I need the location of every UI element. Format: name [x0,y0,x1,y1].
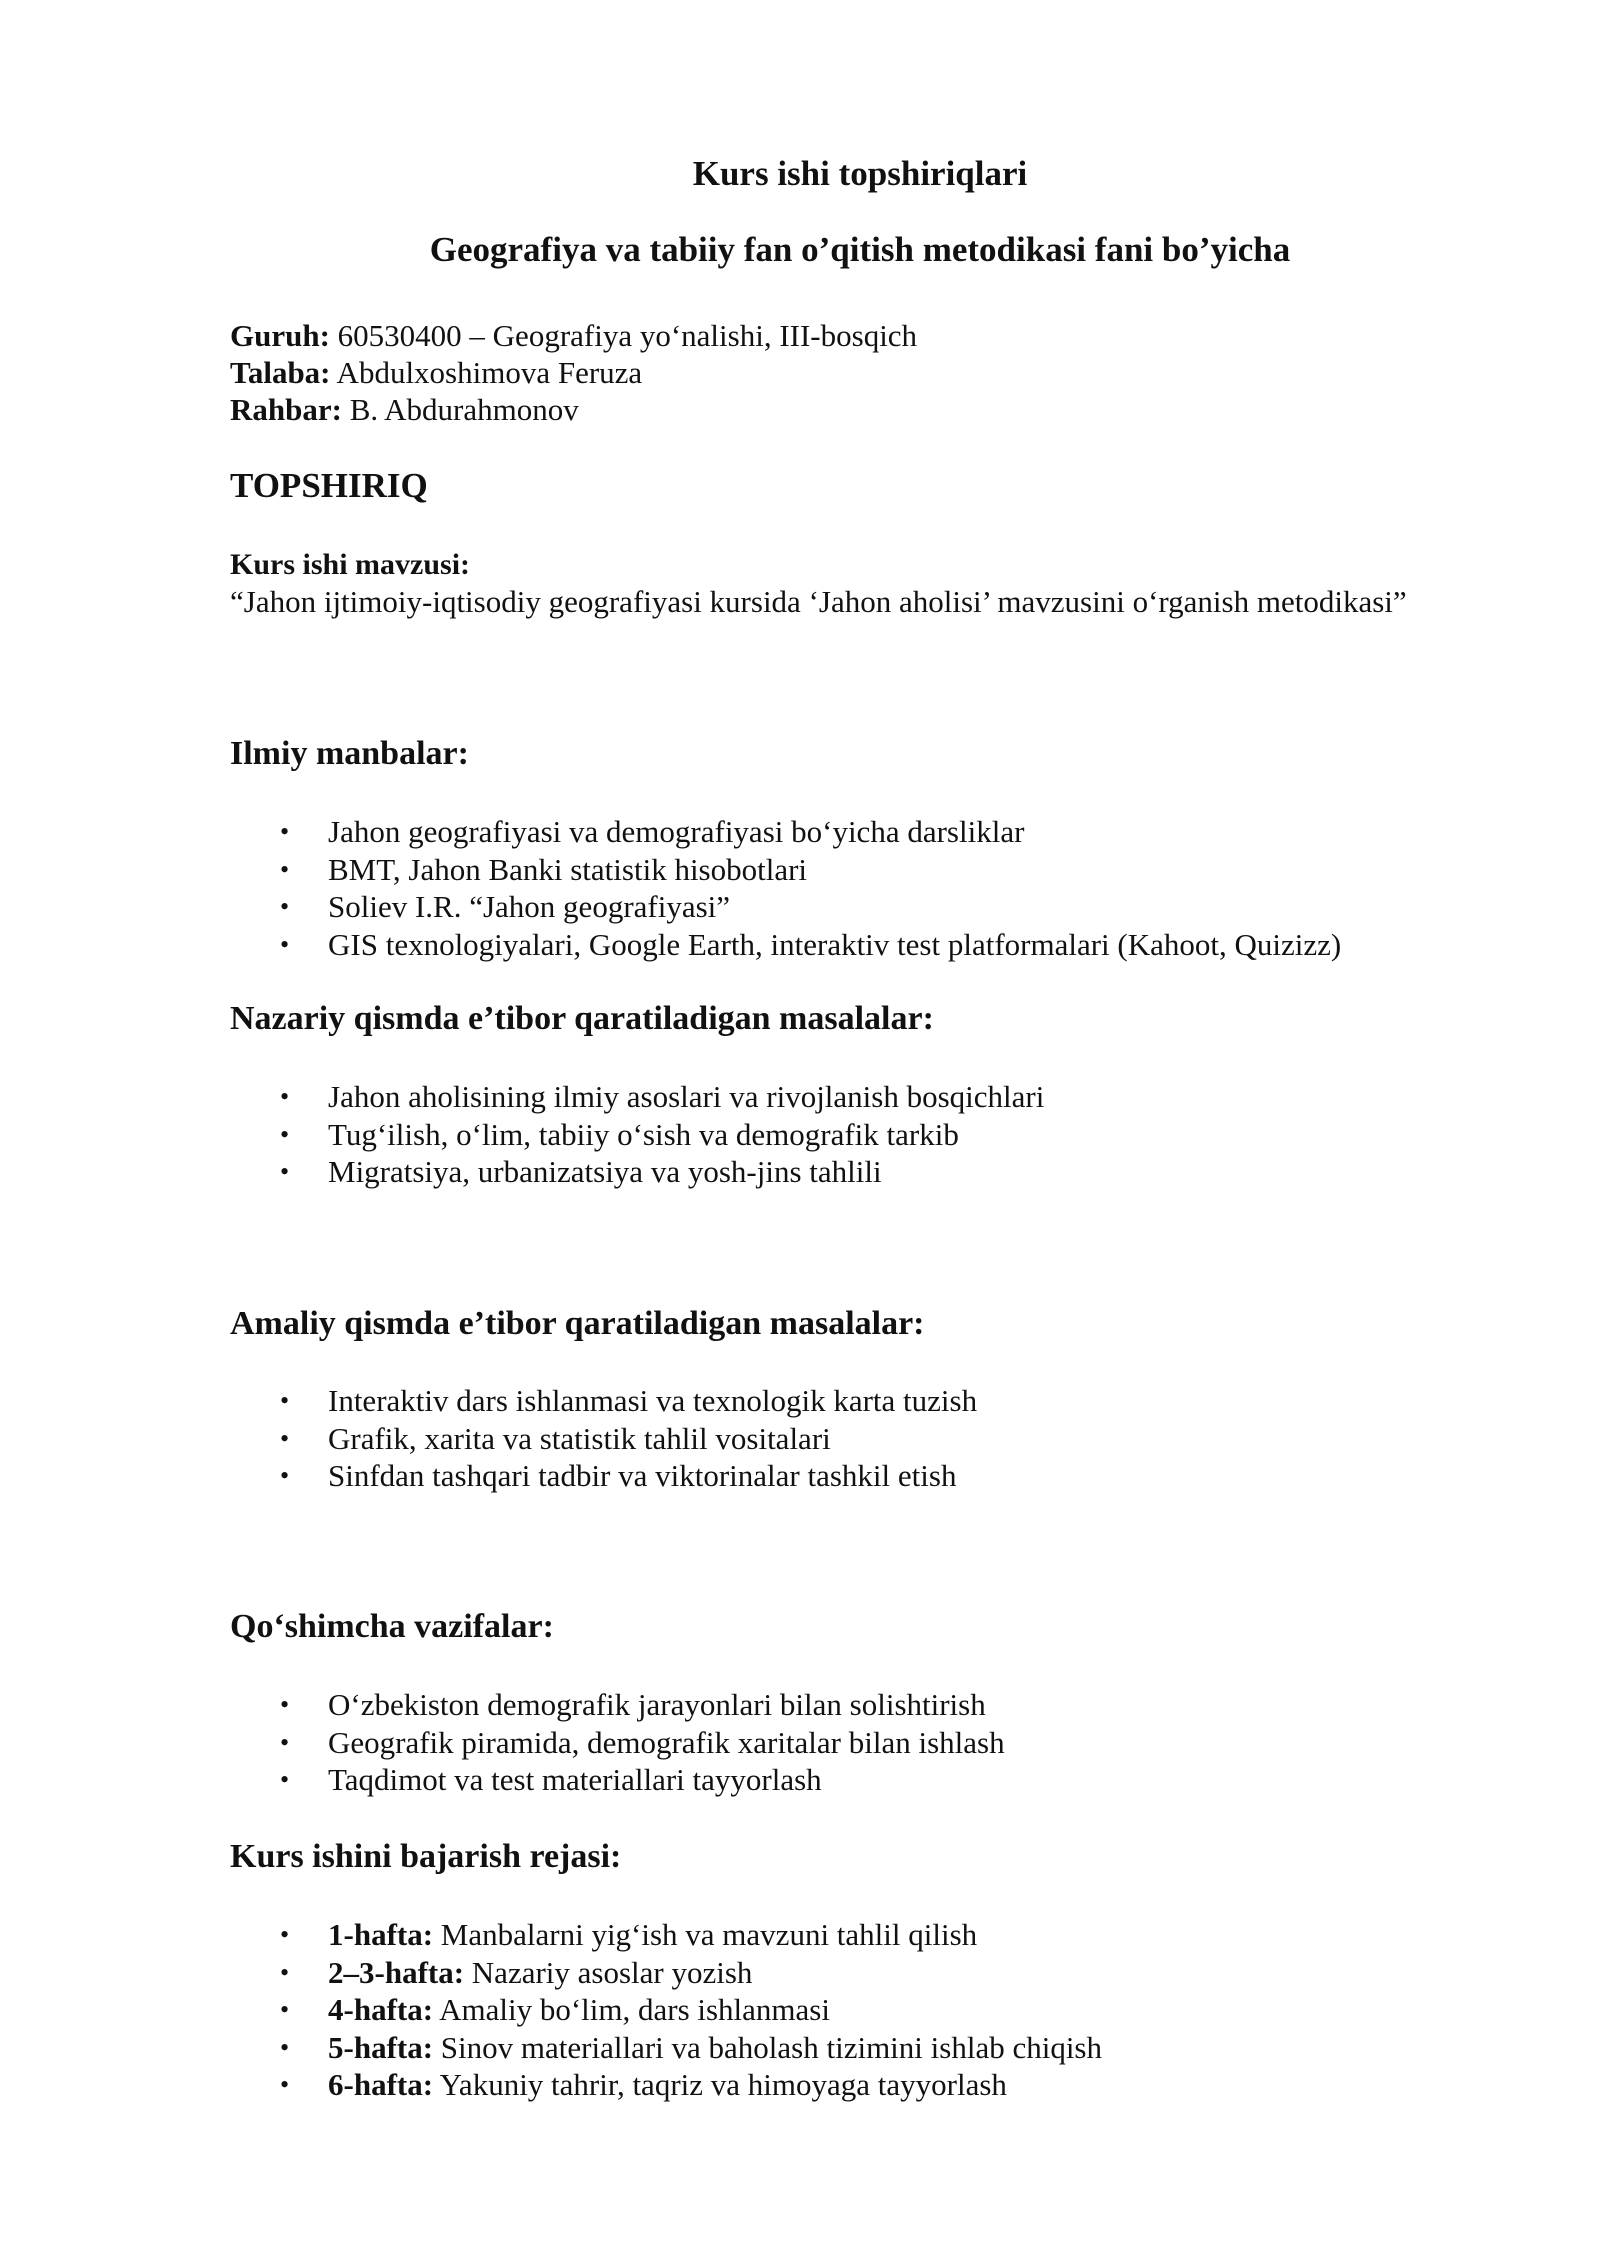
bullet-icon: • [280,929,290,959]
bullet-icon: • [280,2070,290,2099]
list-item: • Taqdimot va test materiallari tayyorlash [280,1762,822,1797]
plan-heading: Kurs ishini bajarish rejasi: [230,1838,622,1875]
list-item: • BMT, Jahon Banki statistik hisobotlari [280,851,808,887]
bullet-icon: • [280,1423,290,1453]
practice-heading: Amaliy qismda e’tibor qaratiladigan masalalar: [230,1305,925,1342]
bullet-icon: • [280,1119,290,1149]
theory-list [230,1078,1044,1191]
plan-week-label: 6-hafta: [328,2067,434,2102]
list-item: • Jahon geografiyasi va demografiyasi bo‘yicha darsliklar [280,814,1025,849]
list-item: • Sinfdan tashqari tadbir va viktorinalar tashkil etish [280,1458,957,1493]
plan-item [230,1954,1102,1992]
extra-list [230,1686,1005,1799]
student-value: Abdulxoshimova Feruza [330,355,643,390]
plan-week-text: Sinov materiallari va baholash tizimini ishlab chiqish [433,2029,1102,2065]
list-item: • O‘zbekiston demografik jarayonlari bilan solishtirish [280,1687,986,1722]
plan-list [230,1916,1102,2104]
list-item: • Jahon aholisining ilmiy asoslari va rivojlanish bosqichlari [280,1079,1045,1114]
supervisor-label: Rahbar: [230,392,342,427]
bullet-icon: • [280,817,290,846]
bullet-icon: • [280,1082,290,1111]
bullet-icon: • [280,2032,290,2062]
plan-week-text: Yakuniy tahrir, taqriz va himoyaga tayyorlash [433,2067,1007,2102]
plan-week-label: 4-hafta: [328,1992,434,2027]
list-item: • Migratsiya, urbanizatsiya va yosh-jins tahlili [280,1154,882,1189]
bullet-icon: • [280,1157,290,1186]
document-subtitle: Geografiya va tabiiy fan o’qitish metodikasi fani bo’yicha [429,230,1291,269]
plan-week-text: Manbalarni yig‘ish va mavzuni tahlil qilish [433,1917,978,1952]
supervisor-line [230,392,579,428]
student-label: Talaba: [230,355,331,390]
bullet-icon: • [280,892,290,921]
student-line [230,355,642,391]
theory-heading: Nazariy qismda e’tibor qaratiladigan masalalar: [230,1000,934,1037]
bullet-icon: • [280,1690,290,1719]
topic-label: Kurs ishi mavzusi: [230,548,471,581]
sources-heading: Ilmiy manbalar: [230,735,469,772]
topic-text: “Jahon ijtimoiy-iqtisodiy geografiyasi kursida ‘Jahon aholisi’ mavzusini o‘rganish metodikasi” [230,584,1407,619]
group-label: Guruh: [230,318,330,353]
list-item: • Geografik piramida, demografik xaritalar bilan ishlash [280,1724,1005,1760]
bullet-icon: • [280,854,290,884]
sources-list [230,813,1341,963]
list-item: • Soliev I.R. “Jahon geografiyasi” [280,889,731,924]
bullet-icon: • [280,1727,290,1757]
bullet-icon: • [280,1957,290,1987]
practice-list [230,1382,977,1495]
bullet-icon: • [280,1765,290,1794]
list-item: • Interaktiv dars ishlanmasi va texnologik karta tuzish [280,1383,978,1418]
bullet-icon: • [280,1995,290,2024]
bullet-icon: • [280,1386,290,1415]
bullet-icon: • [280,1461,290,1490]
plan-item [230,1991,1102,2029]
list-item: • GIS texnologiyalari, Google Earth, interaktiv test platformalari (Kahoot, Quizizz) [280,926,1342,962]
group-line [230,318,917,354]
plan-week-text: Nazariy asoslar yozish [464,1954,753,1990]
plan-item [230,2066,1102,2104]
task-heading: TOPSHIRIQ [230,466,428,505]
plan-week-label: 2–3-hafta: [328,1954,465,1990]
plan-item [230,1916,1102,1954]
bullet-icon: • [280,1920,290,1949]
list-item: • Tug‘ilish, o‘lim, tabiiy o‘sish va demografik tarkib [280,1116,959,1152]
extra-heading: Qo‘shimcha vazifalar: [230,1608,554,1645]
plan-week-label: 5-hafta: [328,2029,434,2065]
group-value: 60530400 – Geografiya yo‘nalishi, III-bosqich [329,318,918,353]
document-title: Kurs ishi topshiriqlari [692,154,1028,193]
plan-item [230,2029,1102,2067]
plan-week-label: 1-hafta: [328,1917,434,1952]
plan-week-text: Amaliy bo‘lim, dars ishlanmasi [433,1992,830,2027]
list-item: • Grafik, xarita va statistik tahlil vositalari [280,1420,831,1456]
supervisor-value: B. Abdurahmonov [341,392,579,427]
